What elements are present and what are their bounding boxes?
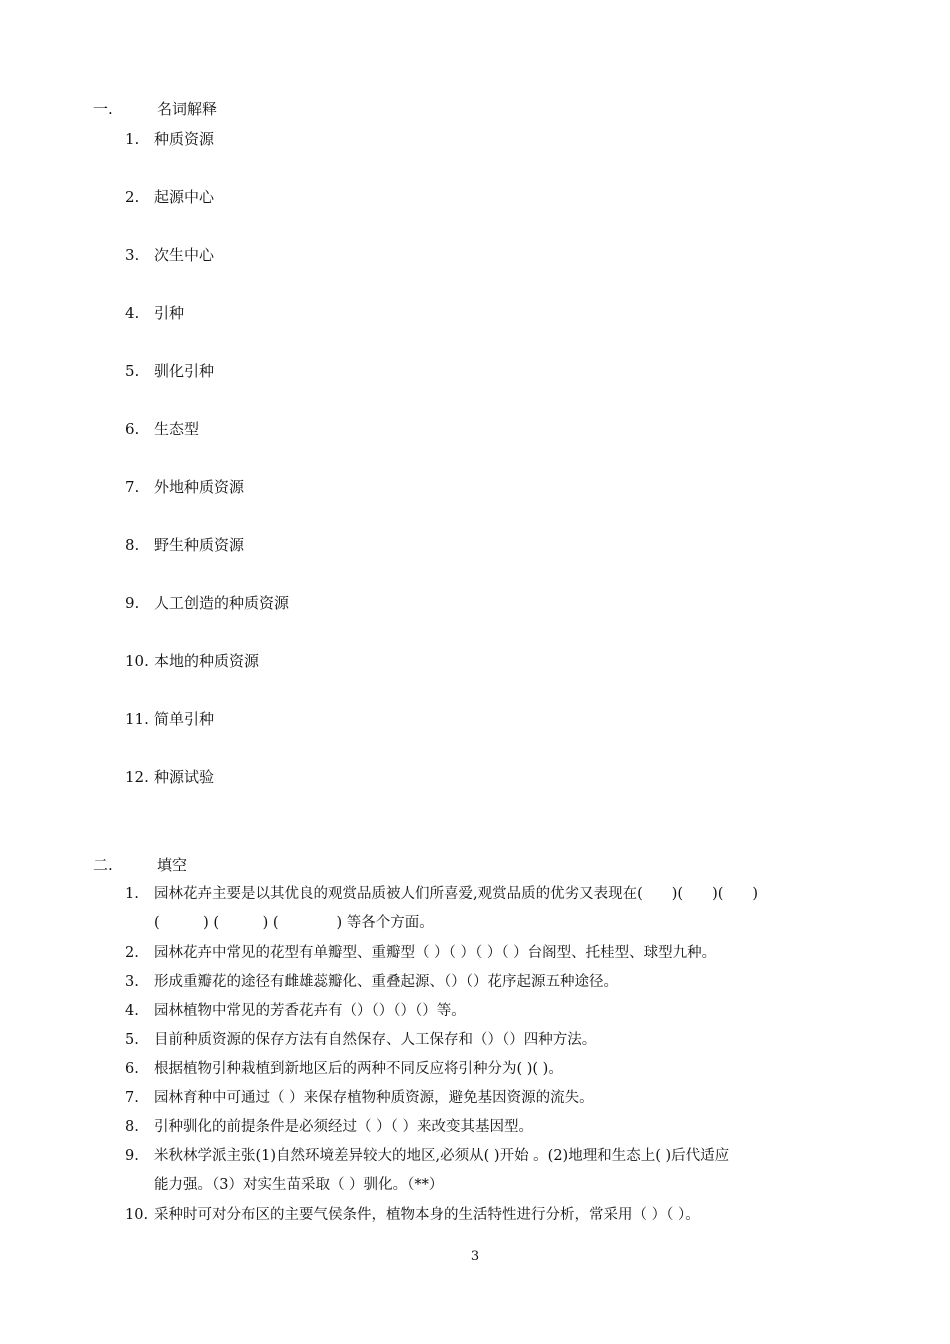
question-number: 8. — [125, 1119, 139, 1135]
term-text: 野生种质资源 — [154, 536, 245, 554]
term-number: 9. — [125, 594, 140, 612]
page-number: 3 — [470, 1249, 480, 1264]
question-text: 能力强。（3）对实生苗采取（ ）驯化。（**） — [154, 1177, 444, 1193]
question-text: 根据植物引种栽植到新地区后的两种不同反应将引种分为( )( )。 — [154, 1061, 563, 1077]
section-number: 二. — [93, 856, 113, 874]
term-text: 种源试验 — [154, 768, 215, 786]
term-item — [125, 128, 214, 150]
question-text: ( ) ( ) ( ) 等各个方面。 — [154, 915, 434, 931]
question-item — [125, 1026, 865, 1055]
question-item — [125, 880, 865, 938]
question-item — [125, 1142, 865, 1200]
term-text: 生态型 — [154, 420, 200, 438]
term-item — [125, 766, 214, 788]
term-number: 10. — [125, 652, 149, 670]
term-number: 12. — [125, 768, 149, 786]
term-item — [125, 534, 244, 556]
term-number: 6. — [125, 420, 140, 438]
question-text: 目前种质资源的保存方法有自然保存、人工保存和（）（）四种方法。 — [154, 1032, 597, 1048]
question-number: 6. — [125, 1061, 139, 1077]
term-item — [125, 244, 214, 266]
term-number: 8. — [125, 536, 140, 554]
question-number: 4. — [125, 1003, 139, 1019]
question-text: 米秋林学派主张(1)自然环境差异较大的地区,必须从( )开始 。(2)地理和生态上( )后代适应 — [154, 1148, 730, 1164]
term-item — [125, 418, 199, 440]
question-item — [125, 939, 865, 968]
term-number: 4. — [125, 304, 140, 322]
question-number: 1. — [125, 886, 139, 902]
question-number: 10. — [125, 1207, 149, 1223]
term-text: 次生中心 — [154, 246, 215, 264]
question-text: 引种驯化的前提条件是必须经过（ ）（ ）来改变其基因型。 — [154, 1119, 533, 1135]
question-number: 3. — [125, 974, 139, 990]
term-number: 1. — [125, 130, 140, 148]
term-number: 11. — [125, 710, 149, 728]
term-text: 引种 — [154, 304, 185, 322]
term-number: 5. — [125, 362, 140, 380]
question-item — [125, 1055, 865, 1084]
question-item — [125, 1201, 865, 1230]
term-number: 2. — [125, 188, 140, 206]
question-number: 2. — [125, 945, 139, 961]
question-number: 5. — [125, 1032, 139, 1048]
term-number: 3. — [125, 246, 140, 264]
question-item — [125, 1113, 865, 1142]
section-title: 名词解释 — [157, 100, 218, 118]
section-heading-fill-in — [93, 854, 187, 876]
term-item — [125, 476, 244, 498]
term-text: 人工创造的种质资源 — [154, 594, 290, 612]
term-item — [125, 186, 214, 208]
question-text: 采种时可对分布区的主要气侯条件，植物本身的生活特性进行分析，常采用（ ）（ ）。 — [154, 1207, 700, 1223]
term-text: 驯化引种 — [154, 362, 215, 380]
question-item — [125, 968, 865, 997]
question-item — [125, 997, 865, 1026]
term-item — [125, 302, 184, 324]
term-text: 种质资源 — [154, 130, 215, 148]
term-text: 简单引种 — [154, 710, 215, 728]
term-item — [125, 360, 214, 382]
question-item — [125, 1084, 865, 1113]
section-heading-definitions — [93, 98, 217, 120]
term-text: 外地种质资源 — [154, 478, 245, 496]
term-item — [125, 708, 214, 730]
section-number: 一. — [93, 100, 113, 118]
term-text: 本地的种质资源 — [154, 652, 260, 670]
question-number: 9. — [125, 1148, 139, 1164]
term-text: 起源中心 — [154, 188, 215, 206]
question-text: 园林花卉中常见的花型有单瓣型、重瓣型（ ）（ ）（ ）（ ）台阁型、托桂型、球型九种。 — [154, 945, 717, 961]
term-item — [125, 592, 289, 614]
term-item — [125, 650, 259, 672]
question-text: 园林花卉主要是以其优良的观赏品质被人们所喜爱,观赏品质的优劣又表现在( )( )( ) — [154, 886, 759, 902]
section-title: 填空 — [157, 856, 188, 874]
question-text: 形成重瓣花的途径有雌雄蕊瓣化、重叠起源、（）（）花序起源五种途径。 — [154, 974, 618, 990]
term-number: 7. — [125, 478, 140, 496]
question-text: 园林植物中常见的芳香花卉有（）（）（）（）等。 — [154, 1003, 466, 1019]
question-number: 7. — [125, 1090, 139, 1106]
question-text: 园林育种中可通过（ ）来保存植物种质资源，避免基因资源的流失。 — [154, 1090, 594, 1106]
